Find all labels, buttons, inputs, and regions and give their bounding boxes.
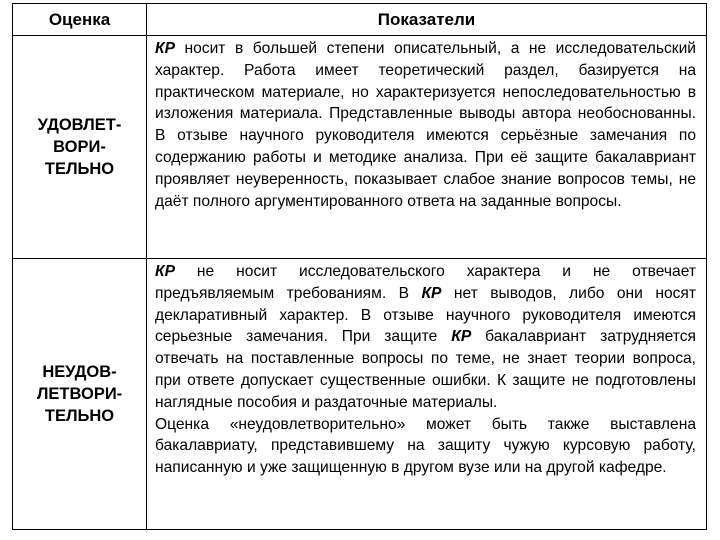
grade-line: ТЕЛЬНО	[44, 160, 115, 178]
header-indicators: Показатели	[147, 4, 707, 36]
grade-line: ТЕЛЬНО	[44, 407, 115, 425]
abbr-kr: КР	[155, 40, 175, 57]
table-row	[13, 36, 707, 259]
indicator-paragraph	[155, 38, 696, 212]
paragraph-text: не носит исследовательского характера и не отвечает предъявляемым требованиям. В	[155, 263, 696, 302]
indicator-paragraph	[155, 261, 696, 414]
grade-cell-satisfactory	[13, 36, 147, 259]
abbr-kr: КР	[421, 284, 442, 302]
paragraph-text: носит в большей степени описательный, а не исследовательский характер. Работа имеет теоретический раздел, базируется на практическом материале, но характеризуется непоследовательностью в изложения материала. Представленные выводы автора необоснованны. В отзыве научного руководителя имеются серьёзные замечания по содержанию работы и методике анализа. При её защите бакалавриант проявляет неуверенность, показывает слабое знание вопросов темы, не даёт полного аргументированного ответа на заданные вопросы.	[155, 40, 696, 210]
paragraph-text: нет выводов, либо они носят декларативный характер. В отзыве научного руководителя имеются серьезные замечания. При защите	[155, 284, 696, 346]
indicator-paragraph: Оценка «неудовлетворительно» может быть также выставлена бакалавриату, представившему на защиту чужую курсовую работу, написанную и уже защищенную в другом вузе или на другой кафедре.	[155, 415, 696, 477]
grade-line: ВОРИ-	[53, 138, 106, 156]
grade-line: УДОВЛЕТ-	[37, 116, 122, 134]
paragraph-text: бакалавриант затрудняется отвечать на поставленные вопросы по теме, не знает теории вопроса, при ответе допускает существенные ошибки. К защите не подготовлены наглядные пособия и раздаточные материалы.	[155, 328, 696, 411]
abbr-kr: КР	[451, 328, 472, 346]
header-grade: Оценка	[13, 4, 147, 36]
grade-line: НЕУДОВ-	[42, 363, 117, 381]
indicators-cell-satisfactory	[147, 36, 707, 259]
indicators-cell-unsatisfactory	[147, 259, 707, 530]
abbr-kr: КР	[155, 263, 175, 280]
grade-line: ЛЕТВОРИ-	[36, 385, 123, 403]
table-header-row	[13, 4, 707, 36]
table-row	[13, 259, 707, 530]
grade-cell-unsatisfactory	[13, 259, 147, 530]
grading-criteria-table	[12, 3, 707, 530]
